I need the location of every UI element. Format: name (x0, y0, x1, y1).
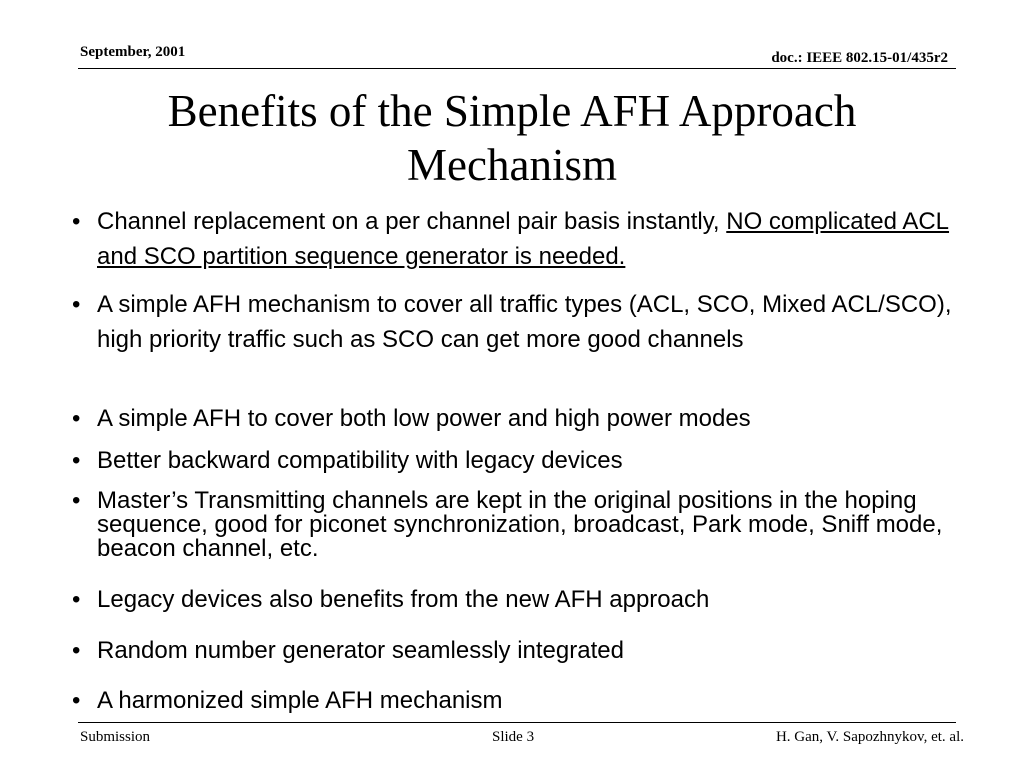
bullet-text: A simple AFH to cover both low power and high power modes (97, 405, 751, 432)
bullet-marker: • (72, 291, 81, 318)
footer-authors: H. Gan, V. Sapozhnykov, et. al. (775, 729, 964, 745)
bullet-item-2 (72, 287, 972, 357)
bullet-text: Random number generator seamlessly integrated (97, 637, 624, 664)
bullet-text: Master’s Transmitting channels are kept in the original positions in the hoping sequence, good for piconet synchronization, broadcast, Park mode, Sniff mode, beacon channel, etc. (97, 487, 943, 562)
bullet-item-8 (72, 683, 972, 718)
slide-title (62, 84, 962, 192)
footer-divider (78, 722, 956, 723)
slide-title-line-1: Benefits of the Simple AFH Approach (167, 86, 857, 136)
bullet-marker: • (72, 637, 81, 664)
bullet-text: Better backward compatibility with legacy devices (97, 447, 623, 474)
bullet-marker: • (72, 687, 81, 714)
bullet-marker: • (72, 487, 81, 514)
bullet-item-3 (72, 401, 972, 436)
bullet-marker: • (72, 208, 81, 235)
footer-submission: Submission (80, 729, 151, 745)
header-date: September, 2001 (80, 44, 186, 60)
slide-title-line-2: Mechanism (407, 140, 617, 190)
bullet-marker: • (72, 586, 81, 613)
bullet-text-plain: Channel replacement on a per channel pair basis instantly, (97, 208, 727, 235)
header-doc-id: doc.: IEEE 802.15-01/435r2 (771, 50, 948, 66)
bullet-text: Legacy devices also benefits from the new AFH approach (97, 586, 710, 613)
bullet-item-1 (72, 204, 972, 274)
footer-slide-number: Slide 3 (492, 729, 535, 745)
header-divider (78, 68, 956, 69)
bullet-item-5 (72, 489, 972, 561)
bullet-text: A simple AFH mechanism to cover all traffic types (ACL, SCO, Mixed ACL/SCO), high priority traffic such as SCO can get more good channels (97, 291, 952, 353)
bullet-text (97, 204, 972, 274)
bullet-item-6 (72, 582, 972, 617)
bullet-marker: • (72, 447, 81, 474)
bullet-marker: • (72, 405, 81, 432)
bullet-text: A harmonized simple AFH mechanism (97, 687, 503, 714)
bullet-item-7 (72, 633, 972, 668)
bullet-item-4 (72, 443, 972, 478)
bullet-text-underlined: NO complicated ACL and SCO partition sequence generator is needed. (97, 208, 950, 270)
